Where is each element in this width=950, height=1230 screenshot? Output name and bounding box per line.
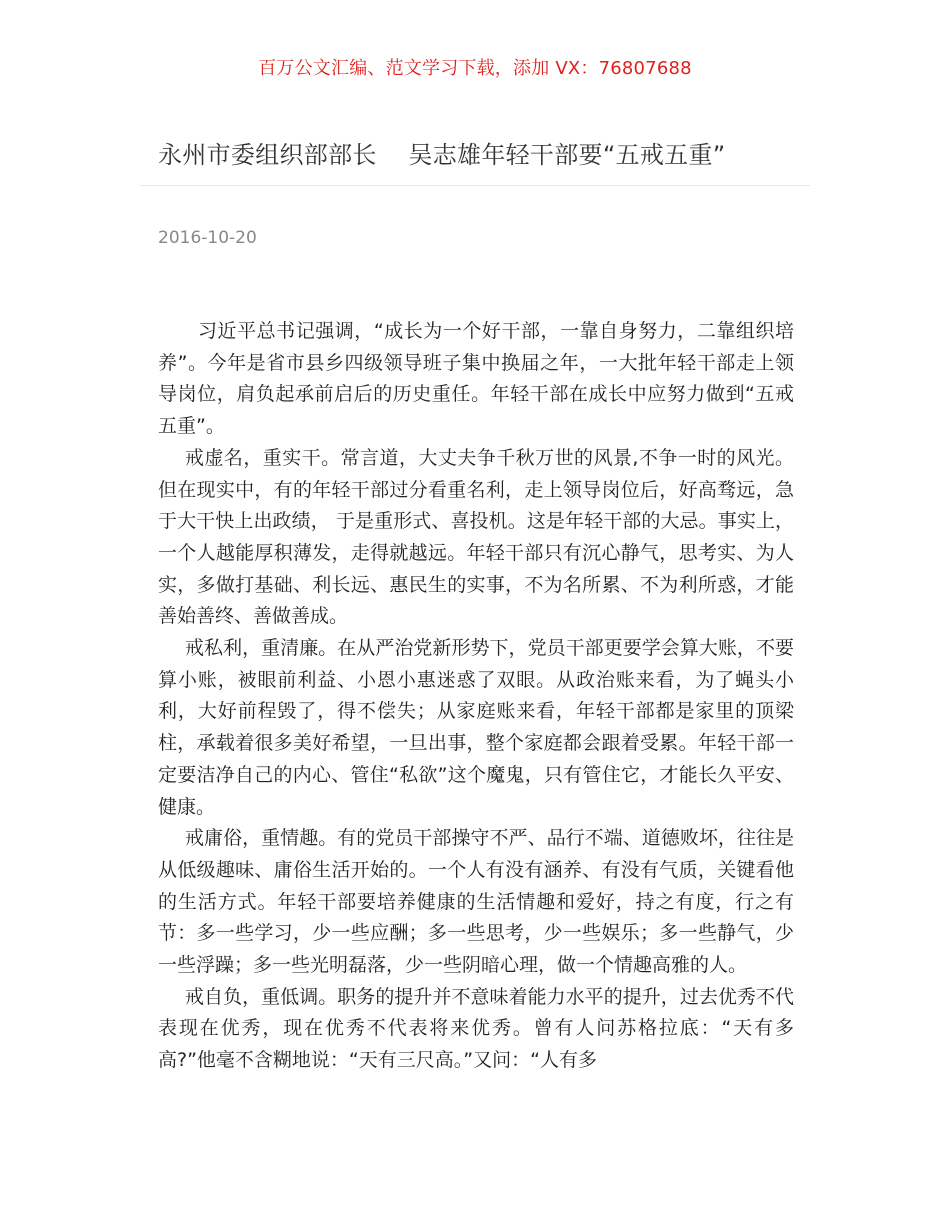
paragraph-zi-fu: 戒自负，重低调。职务的提升并不意味着能力水平的提升，过去优秀不代表现在优秀，现在优秀不代表将来优秀。曾有人问苏格拉底：“天有多高?”他毫不含糊地说：“天有三尺高。”又问：“人有多	[158, 985, 794, 1072]
paragraph-yong-su: 戒庸俗，重情趣。有的党员干部操守不严、品行不端、道德败坏，往往是从低级趣味、庸俗生活开始的。一个人有没有涵养、有没有气质，关键看他的生活方式。年轻干部要培养健康的生活情趣和爱好，持之有度，行之有节：多一些学习，少一些应酬；多一些思考，少一些娱乐；多一些静气，少一些浮躁；多一些光明磊落，少一些阴暗心理，做一个情趣高雅的人。	[158, 827, 794, 977]
watermark-banner: 百万公文汇编、范文学习下载，添加 VX：76807688	[258, 58, 692, 79]
paragraph-intro: 习近平总书记强调，“成长为一个好干部，一靠自身努力，二靠组织培养”。今年是省市县乡四级领导班子集中换届之年，一大批年轻干部走上领导岗位，肩负起承前启后的历史重任。年轻干部在成长中应努力做到“五戒五重”。	[158, 320, 794, 438]
article-body	[158, 316, 794, 1077]
title-divider	[140, 185, 810, 186]
article-title: 永州市委组织部部长 吴志雄年轻干部要“五戒五重”	[158, 141, 726, 169]
paragraph-si-li: 戒私利，重清廉。在从严治党新形势下，党员干部更要学会算大账，不要算小账，被眼前利益、小恩小惠迷惑了双眼。从政治账来看，为了蝇头小利，大好前程毁了，得不偿失；从家庭账来看，年轻干部都是家里的顶梁柱，承载着很多美好希望，一旦出事，整个家庭都会跟着受累。年轻干部一定要洁净自己的内心、管住“私欲”这个魔鬼，只有管住它，才能长久平安、健康。	[158, 637, 794, 818]
paragraph-xu-ming: 戒虚名，重实干。常言道，大丈夫争千秋万世的风景,不争一时的风光。但在现实中，有的年轻干部过分看重名利，走上领导岗位后，好高骛远，急于大干快上出政绩， 于是重形式、喜投机。这是年轻干部的大忌。事实上，一个人越能厚积薄发，走得就越远。年轻干部只有沉心静气，思考实、为人实，多做打基础、利长远、惠民生的实事，不为名所累、不为利所惑，才能善始善终、善做善成。	[158, 446, 794, 628]
publish-date: 2016-10-20	[158, 228, 257, 248]
